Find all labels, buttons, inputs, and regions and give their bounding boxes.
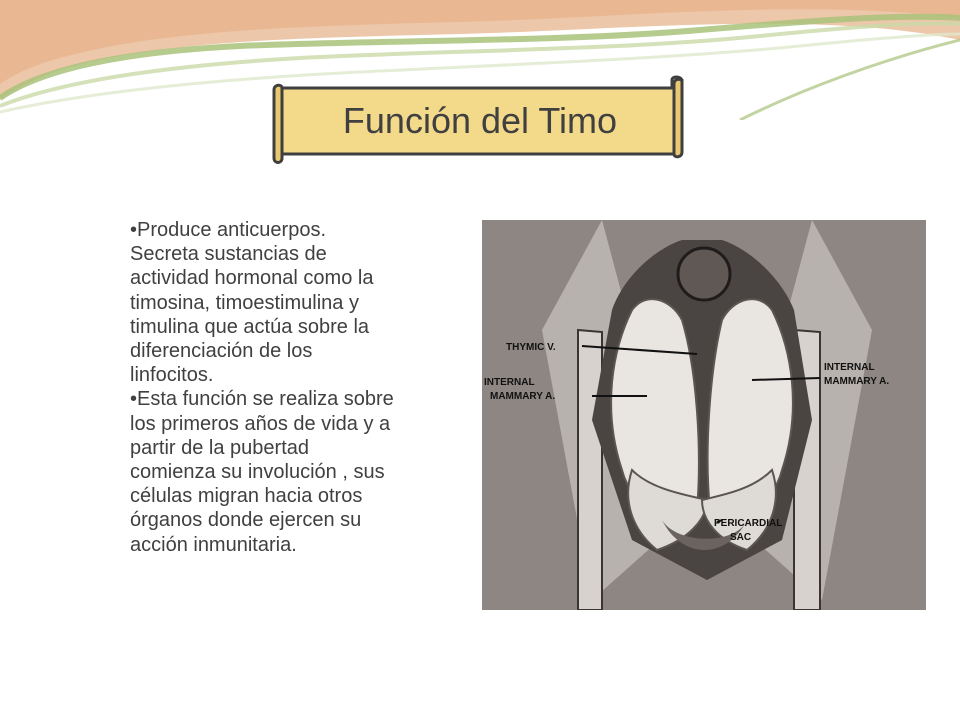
label-mammary-right: MAMMARY A. bbox=[824, 376, 890, 387]
bullet-item: •Produce anticuerpos. Secreta sustancias de actividad hormonal como la timosina, timoestimulina y timulina que actúa sobre la diferenciación de los linfocitos. bbox=[130, 219, 374, 387]
label-internal-right: INTERNAL bbox=[824, 362, 875, 373]
label-mammary-left: MAMMARY A. bbox=[490, 391, 556, 402]
page-title: Función del Timo bbox=[342, 100, 618, 141]
label-pericardial: PERICARDIAL bbox=[714, 518, 783, 529]
bullet-item: •Esta función se realiza sobre los primeros años de vida y a partir de la pubertad comienza su involución , sus células migran hacia otros órganos donde ejercen su acción inmunitaria. bbox=[130, 388, 394, 556]
thymus-drawing bbox=[482, 220, 926, 610]
label-internal-left: INTERNAL bbox=[484, 377, 535, 388]
body-text bbox=[130, 218, 400, 557]
thymus-illustration bbox=[482, 220, 926, 610]
label-thymic-v: THYMIC V. bbox=[506, 342, 556, 353]
label-sac: SAC bbox=[730, 532, 752, 543]
